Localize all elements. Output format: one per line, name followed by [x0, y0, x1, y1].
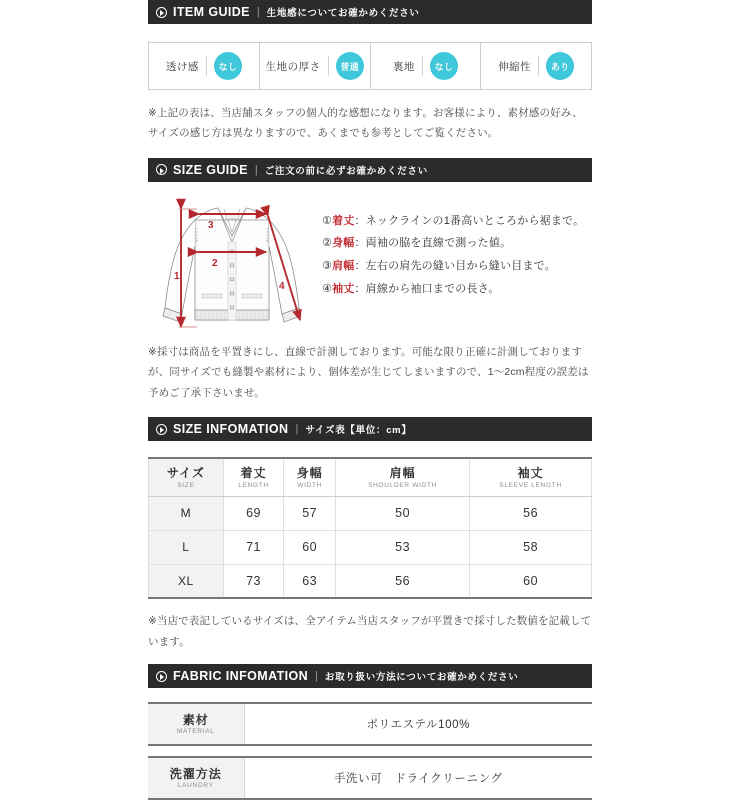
cell-size: XL	[149, 564, 224, 598]
fabric-value-material: ポリエステル100%	[244, 703, 592, 745]
measurement-legend	[316, 196, 592, 342]
legend-item-shoulder	[322, 255, 592, 278]
legend-item-width	[322, 232, 592, 255]
title-separator: |	[315, 670, 318, 683]
section-title-jp: 生地感についてお確かめください	[266, 8, 420, 19]
size-table	[148, 457, 592, 599]
feel-value-badge: 普通	[336, 52, 364, 80]
cell-width: 60	[284, 530, 336, 564]
cell-sleeve: 58	[470, 530, 592, 564]
key-jp: 洗濯方法	[169, 767, 222, 782]
legend-item-length	[322, 210, 592, 233]
section-title-jp: サイズ表【単位：cm】	[305, 425, 412, 437]
column-header-width	[284, 458, 336, 496]
section-header-size-guide	[148, 158, 592, 182]
key-en: LAUNDRY	[177, 782, 214, 790]
legend-keyword: 着丈	[332, 214, 355, 227]
arrow-label-1: 1	[174, 270, 180, 282]
feel-value-badge: あり	[546, 52, 574, 80]
section-header-size-information	[148, 417, 592, 441]
legend-desc: ：ネックラインの1番高いところから裾まで。	[354, 214, 585, 227]
size-table-note: ※当店で表記しているサイズは、全アイテム当店スタッフが平置きで採寸した数値を記載しています。	[148, 615, 592, 648]
arrow-label-2: 2	[212, 257, 218, 269]
cell-divider	[328, 56, 329, 76]
cardigan-illustration	[148, 196, 316, 342]
cell-sleeve: 60	[470, 564, 592, 598]
cell-size: M	[149, 496, 224, 530]
header-en: LENGTH	[238, 482, 269, 490]
cell-width: 63	[284, 564, 336, 598]
table-row	[149, 530, 592, 564]
cell-divider	[206, 56, 207, 76]
fabric-laundry-table	[148, 756, 592, 800]
table-row	[148, 703, 592, 745]
cell-shoulder: 56	[336, 564, 470, 598]
fabric-feel-table	[148, 42, 592, 90]
section-title-jp: ご注文の前に必ずお確かめください	[264, 165, 428, 177]
fabric-material-table	[148, 702, 592, 746]
circled-arrow-icon	[156, 424, 167, 435]
content-column	[148, 0, 592, 800]
section-title-en: ITEM GUIDE	[173, 5, 250, 19]
fabric-value-laundry: 手洗い可 ドライクリーニング	[244, 757, 592, 799]
header-en: SIZE	[177, 482, 195, 490]
header-en: SLEEVE LENGTH	[499, 482, 562, 490]
section-header-item-guide	[148, 0, 592, 24]
garment-diagram	[148, 196, 316, 342]
cell-divider	[422, 56, 423, 76]
header-jp: 身幅	[296, 466, 323, 481]
cell-divider	[538, 56, 539, 76]
feel-cell-lining	[371, 43, 482, 89]
title-separator: |	[295, 423, 299, 436]
table-row	[149, 564, 592, 598]
legend-item-sleeve	[322, 278, 592, 301]
column-header-size	[149, 458, 224, 496]
fabric-feel-note: ※上記の表は、当店舗スタッフの個人的な感想になります。お客様により、素材感の好み、サイズの感じ方は異なりますので、あくまでも参考としてご覧ください。	[148, 107, 583, 140]
key-en: MATERIAL	[176, 728, 215, 736]
cell-shoulder: 53	[336, 530, 470, 564]
fabric-key-material	[148, 703, 244, 745]
legend-keyword: 身幅	[332, 237, 355, 250]
cell-shoulder: 50	[336, 496, 470, 530]
feel-cell-sheerness	[149, 43, 260, 89]
table-gap	[148, 746, 592, 756]
header-jp: 肩幅	[389, 466, 416, 481]
arrow-label-4: 4	[279, 280, 285, 292]
header-jp: 着丈	[240, 466, 267, 481]
column-header-sleeve	[470, 458, 592, 496]
title-separator: |	[256, 6, 260, 18]
header-jp: サイズ	[166, 466, 205, 481]
header-en: SHOULDER WIDTH	[368, 482, 438, 490]
cell-length: 69	[223, 496, 283, 530]
legend-desc: ：肩線から袖口までの長さ。	[354, 282, 500, 295]
header-jp: 袖丈	[517, 466, 544, 481]
feel-cell-thickness	[260, 43, 371, 89]
column-header-shoulder	[336, 458, 470, 496]
legend-number: ②	[322, 237, 333, 250]
legend-number: ③	[322, 260, 333, 273]
cell-length: 71	[223, 530, 283, 564]
table-row	[148, 757, 592, 799]
feel-label: 伸縮性	[498, 60, 532, 73]
feel-cell-stretch	[481, 43, 591, 89]
feel-label: 透け感	[165, 60, 199, 73]
feel-value-badge: なし	[214, 52, 242, 80]
circled-arrow-icon	[156, 164, 167, 175]
legend-keyword: 肩幅	[332, 260, 355, 273]
measurement-note: ※採寸は商品を平置きにし、直線で計測しております。可能な限り正確に計測しておりますが、同サイズでも縫製や素材により、個体差が生じてしまいますので、1～2cm程度の誤差は予めご了承下さいませ。	[148, 345, 589, 399]
circled-arrow-icon	[156, 7, 167, 18]
legend-number: ①	[322, 214, 333, 227]
section-header-fabric-information	[148, 664, 592, 688]
legend-desc: ：両袖の脇を直線で測った値。	[354, 237, 512, 250]
table-row	[149, 496, 592, 530]
section-title-en: FABRIC INFOMATION	[173, 669, 309, 684]
cell-size: L	[149, 530, 224, 564]
key-jp: 素材	[182, 713, 209, 728]
title-separator: |	[254, 163, 258, 176]
arrow-label-3: 3	[208, 219, 214, 231]
section-title-jp: お取り扱い方法についてお確かめください	[324, 672, 519, 684]
fabric-key-laundry	[148, 757, 244, 799]
legend-keyword: 袖丈	[332, 282, 355, 295]
size-guide-body	[148, 196, 592, 342]
header-en: WIDTH	[297, 482, 323, 490]
feel-label: 生地の厚さ	[265, 60, 321, 73]
feel-label: 裏地	[392, 60, 415, 73]
column-header-length	[223, 458, 283, 496]
cell-width: 57	[284, 496, 336, 530]
legend-number: ④	[322, 282, 333, 295]
cell-sleeve: 56	[470, 496, 592, 530]
section-title-en: SIZE GUIDE	[173, 162, 248, 177]
cell-length: 73	[223, 564, 283, 598]
table-header-row	[149, 458, 592, 496]
feel-value-badge: なし	[430, 52, 458, 80]
circled-arrow-icon	[156, 671, 167, 682]
legend-desc: ：左右の肩先の縫い目から縫い目まで。	[354, 260, 556, 273]
section-title-en: SIZE INFOMATION	[173, 422, 289, 437]
